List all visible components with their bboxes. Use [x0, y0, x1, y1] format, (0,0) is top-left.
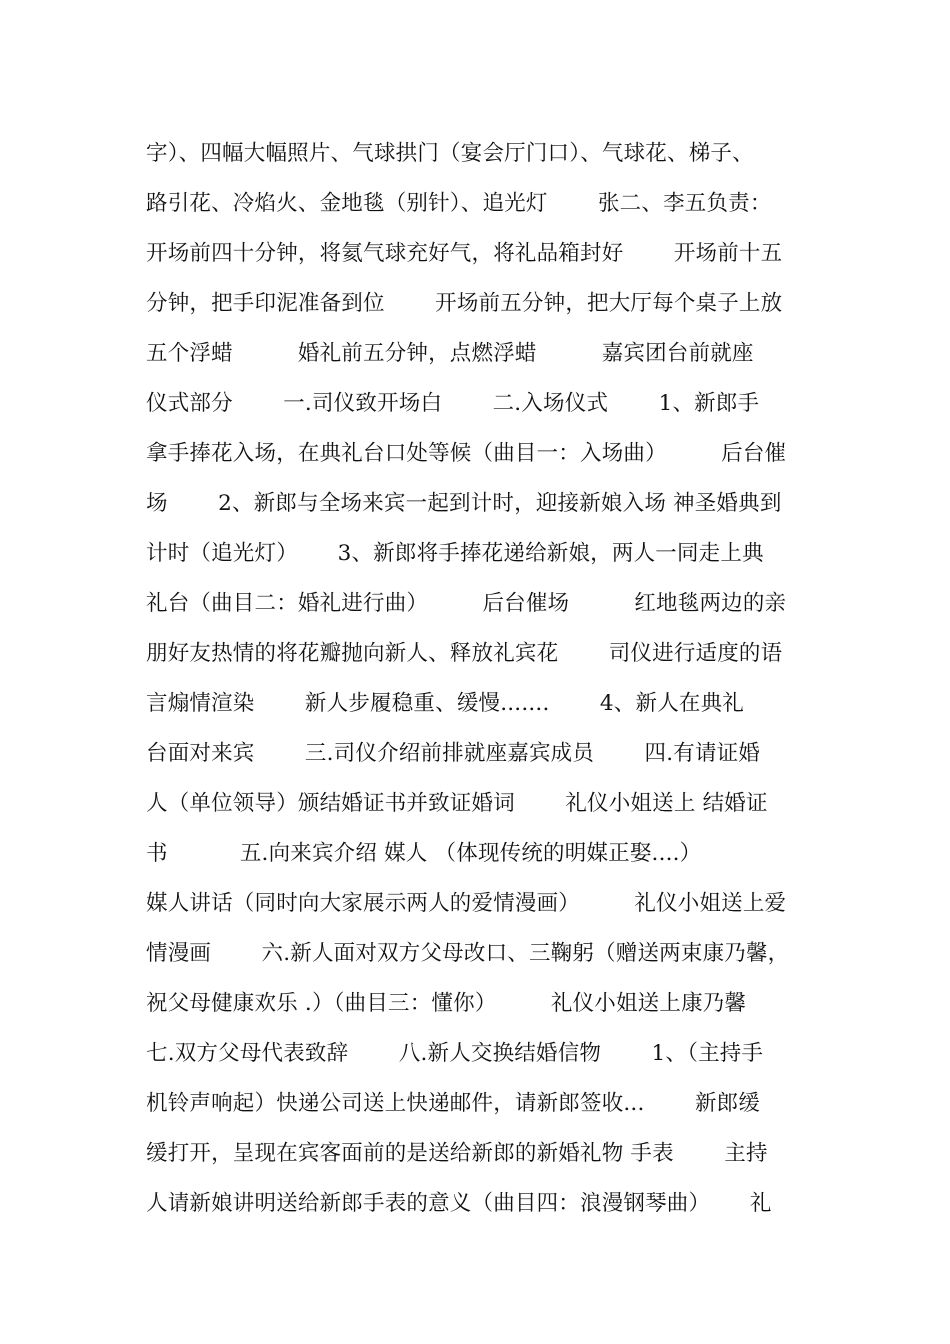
text-line: 路引花、冷焰火、金地毯（别针）、追光灯 张二、李五负责： [146, 191, 772, 216]
text-line: 媒人讲话（同时向大家展示两人的爱情漫画） 礼仪小姐送上爱 [146, 891, 787, 916]
text-line: 人（单位领导）颁结婚证书并致证婚词 礼仪小姐送上 结婚证 [146, 791, 768, 816]
text-line: 场 2、新郎与全场来宾一起到计时，迎接新娘入场 神圣婚典到 [146, 491, 782, 516]
text-line: 礼台（曲目二：婚礼进行曲） 后台催场 红地毯两边的亲 [146, 591, 787, 616]
text-line: 仪式部分 一.司仪致开场白 二.入场仪式 1、新郎手 [146, 391, 760, 416]
text-line: 拿手捧花入场，在典礼台口处等候（曲目一：入场曲） 后台催 [146, 441, 787, 466]
text-line: 言煽情渲染 新人步履稳重、缓慢....... 4、新人在典礼 [146, 691, 744, 716]
body-text [146, 129, 826, 1229]
text-line: 机铃声响起）快递公司送上快递邮件，请新郎签收... 新郎缓 [146, 1091, 761, 1116]
text-line: 开场前四十分钟，将氦气球充好气，将礼品箱封好 开场前十五 [146, 241, 783, 266]
text-line: 计时（追光灯） 3、新郎将手捧花递给新娘，两人一同走上典 [146, 541, 764, 566]
text-line: 情漫画 六.新人面对双方父母改口、三鞠躬（赠送两束康乃馨， [146, 941, 790, 966]
text-line: 字）、四幅大幅照片、气球拱门（宴会厅门口）、气球花、梯子、 [146, 141, 754, 166]
text-line: 五个浮蜡 婚礼前五分钟，点燃浮蜡 嘉宾团台前就座 [146, 341, 754, 366]
text-line: 祝父母健康欢乐 .）（曲目三：懂你） 礼仪小姐送上康乃馨 [146, 991, 747, 1016]
text-line: 分钟，把手印泥准备到位 开场前五分钟，把大厅每个桌子上放 [146, 291, 783, 316]
text-line: 七.双方父母代表致辞 八.新人交换结婚信物 1、（主持手 [146, 1041, 764, 1066]
text-line: 书 五.向来宾介绍 媒人 （体现传统的明媒正娶....） [146, 841, 702, 866]
text-line: 朋好友热情的将花瓣抛向新人、释放礼宾花 司仪进行适度的语 [146, 641, 783, 666]
text-line: 缓打开，呈现在宾客面前的是送给新郎的新婚礼物 手表 主持 [146, 1141, 768, 1166]
text-line: 人请新娘讲明送给新郎手表的意义（曲目四：浪漫钢琴曲） 礼 [146, 1191, 772, 1216]
text-line: 台面对来宾 三.司仪介绍前排就座嘉宾成员 四.有请证婚 [146, 741, 761, 766]
